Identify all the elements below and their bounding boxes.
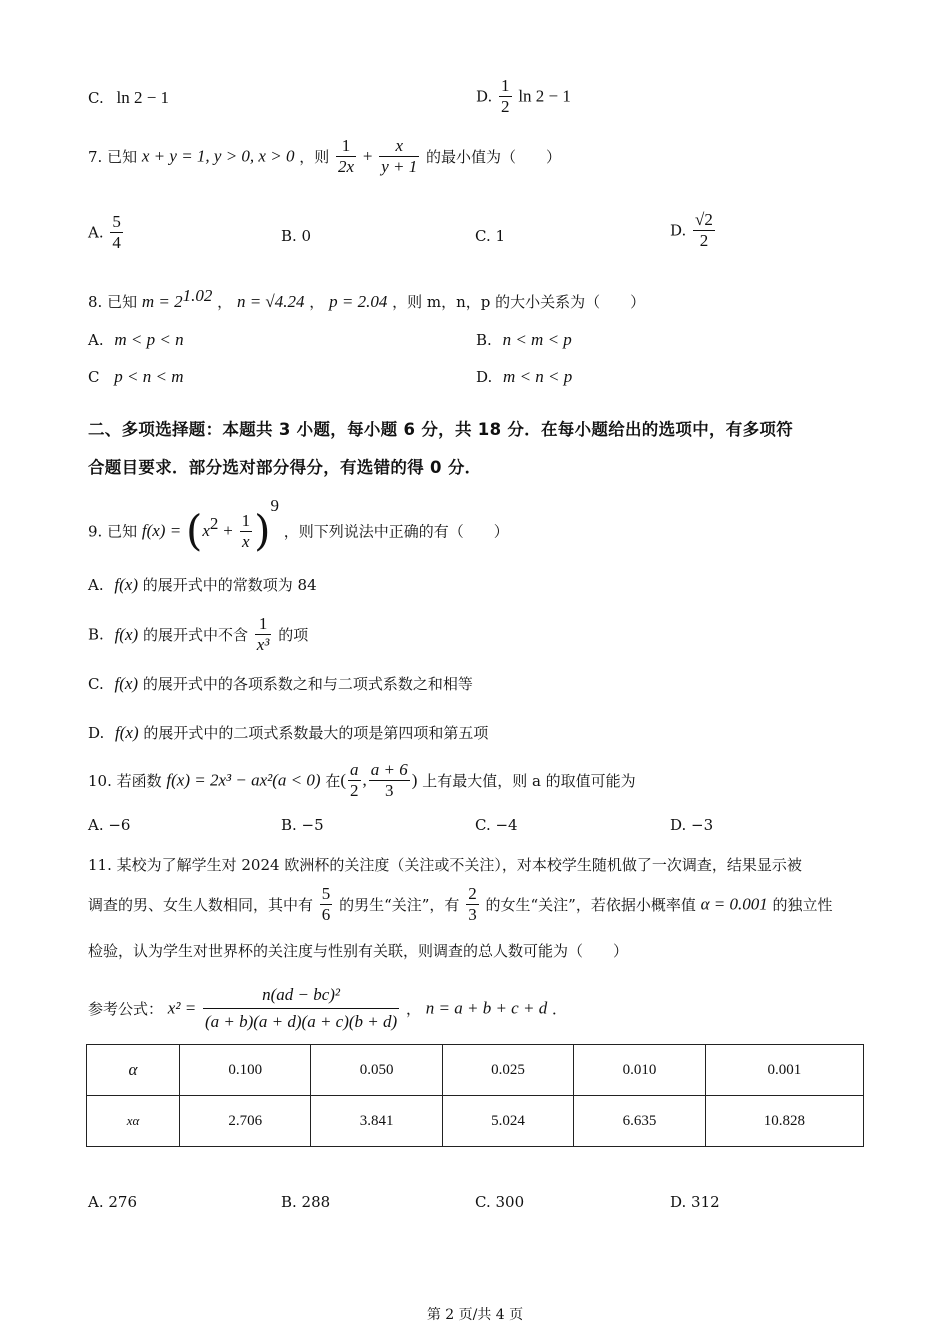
q10-option-a: A. −6 <box>88 816 131 834</box>
q9-fraction: $\frac{1}{x}$ <box>241 510 251 551</box>
section-2-heading-line2: 合题目要求．部分选对部分得分，有选错的得 0 分． <box>88 458 482 477</box>
table-cell: 10.828 <box>705 1096 863 1147</box>
q10-option-b: B. −5 <box>281 816 324 834</box>
q11-line1: 11. 某校为了解学生对 2024 欧洲杯的关注度（关注或不关注），对本校学生随机做了一次调查，结果显示被 <box>88 856 802 874</box>
q9-option-b: B. f(x) 的展开式中不含 $\frac{1}{\text{x³}}$ 的项 <box>88 614 309 654</box>
table-cell: α <box>87 1045 180 1096</box>
q7-option-a: A. $\frac{5}{4}$ <box>88 212 121 252</box>
q10-stem: 10. 若函数 f(x) = 2x³ − ax²(a < 0) 在( $\frac{a}{2}$ , $\frac{a + 6}{3}$ ) 上有最大值，则 a 的取值可能为 <box>88 760 636 800</box>
q8-stem: 8. 已知 $m = 2^{1.02}$ ， n = √4.24 ， p = 2.04 ，则 m，n，p 的大小关系为（ ） <box>88 286 646 311</box>
q7-fraction-1: $\frac{1}{2x}$ <box>338 136 355 176</box>
table-cell: 3.841 <box>311 1096 442 1147</box>
q9-option-c: C. f(x) 的展开式中的各项系数之和与二项式系数之和相等 <box>88 674 473 693</box>
q11-option-d: D. 312 <box>670 1193 720 1211</box>
q7-stem: 7. 已知 x + y = 1, y > 0, x > 0 ，则 $\frac{1}{2x}$ + $\frac{x}{y + 1}$ 的最小值为（ ） <box>88 136 562 176</box>
table-cell: 0.010 <box>574 1045 705 1096</box>
table-cell: 5.024 <box>442 1096 573 1147</box>
q7-option-b: B. 0 <box>281 227 312 245</box>
q7-option-c: C. 1 <box>475 227 506 245</box>
table-row <box>87 1045 864 1096</box>
q11-line3: 检验，认为学生对世界杯的关注度与性别有关联，则调查的总人数可能为（ ） <box>88 942 629 960</box>
q11-option-a: A. 276 <box>88 1193 137 1211</box>
q8-option-b: B. n < m < p <box>476 330 572 349</box>
table-cell: 6.635 <box>574 1096 705 1147</box>
q11-option-c: C. 300 <box>475 1193 525 1211</box>
q8-option-c: C p < n < m <box>88 367 184 386</box>
critical-value-table <box>86 1044 864 1147</box>
table-row <box>87 1096 864 1147</box>
q11-line2: 调查的男、女生人数相同，其中有 $\frac{5}{6}$ 的男生“关注”，有 $\frac{2}{3}$ 的女生“关注”，若依据小概率值 α = 0.001 的独立性 <box>88 884 833 924</box>
q8-option-a: A. m < p < n <box>88 330 184 349</box>
table-cell: xα <box>87 1096 180 1147</box>
table-cell: 2.706 <box>180 1096 311 1147</box>
q6-option-c-expr: ln 2 − 1 <box>116 88 170 107</box>
q8-option-d: D. m < n < p <box>476 367 573 386</box>
q9-option-a: A. f(x) 的展开式中的常数项为 84 <box>88 575 317 594</box>
q6-option-c: C. ln 2 − 1 <box>88 88 170 107</box>
table-cell: 0.050 <box>311 1045 442 1096</box>
table-cell: 0.100 <box>180 1045 311 1096</box>
q6-option-d-fraction: $\frac{1}{2}$ <box>501 76 510 116</box>
table-cell: 0.001 <box>705 1045 863 1096</box>
q7-option-d: D. $\frac{√2}{2}$ <box>670 210 713 250</box>
page-number: 第 2 页/共 4 页 <box>426 1307 524 1323</box>
q9-option-d: D. f(x) 的展开式中的二项式系数最大的项是第四项和第五项 <box>88 723 489 742</box>
q10-option-c: C. −4 <box>475 816 518 834</box>
q7-fraction-2: $\frac{x}{y + 1}$ <box>381 136 418 176</box>
q11-reference-formula: 参考公式： x² = $\frac{\text{n(ad − bc)²}}{(a + b)(a + d)(a + c)(b + d)}$ ， n = a + b + c + d ． <box>88 982 567 1035</box>
q9-stem: 9. 已知 $f(x) = (x^2$ + $\frac{1}{x}$ )$^9$ ，则下列说法中正确的有（ ） <box>88 496 509 555</box>
q10-option-d: D. −3 <box>670 816 714 834</box>
q6-option-d: D. $\frac{1}{2}$ ln 2 − 1 <box>476 76 571 116</box>
section-2-heading-line1: 二、多项选择题：本题共 3 小题，每小题 6 分，共 18 分．在每小题给出的选项中，有多项符 <box>88 420 793 439</box>
table-cell: 0.025 <box>442 1045 573 1096</box>
q11-option-b: B. 288 <box>281 1193 331 1211</box>
